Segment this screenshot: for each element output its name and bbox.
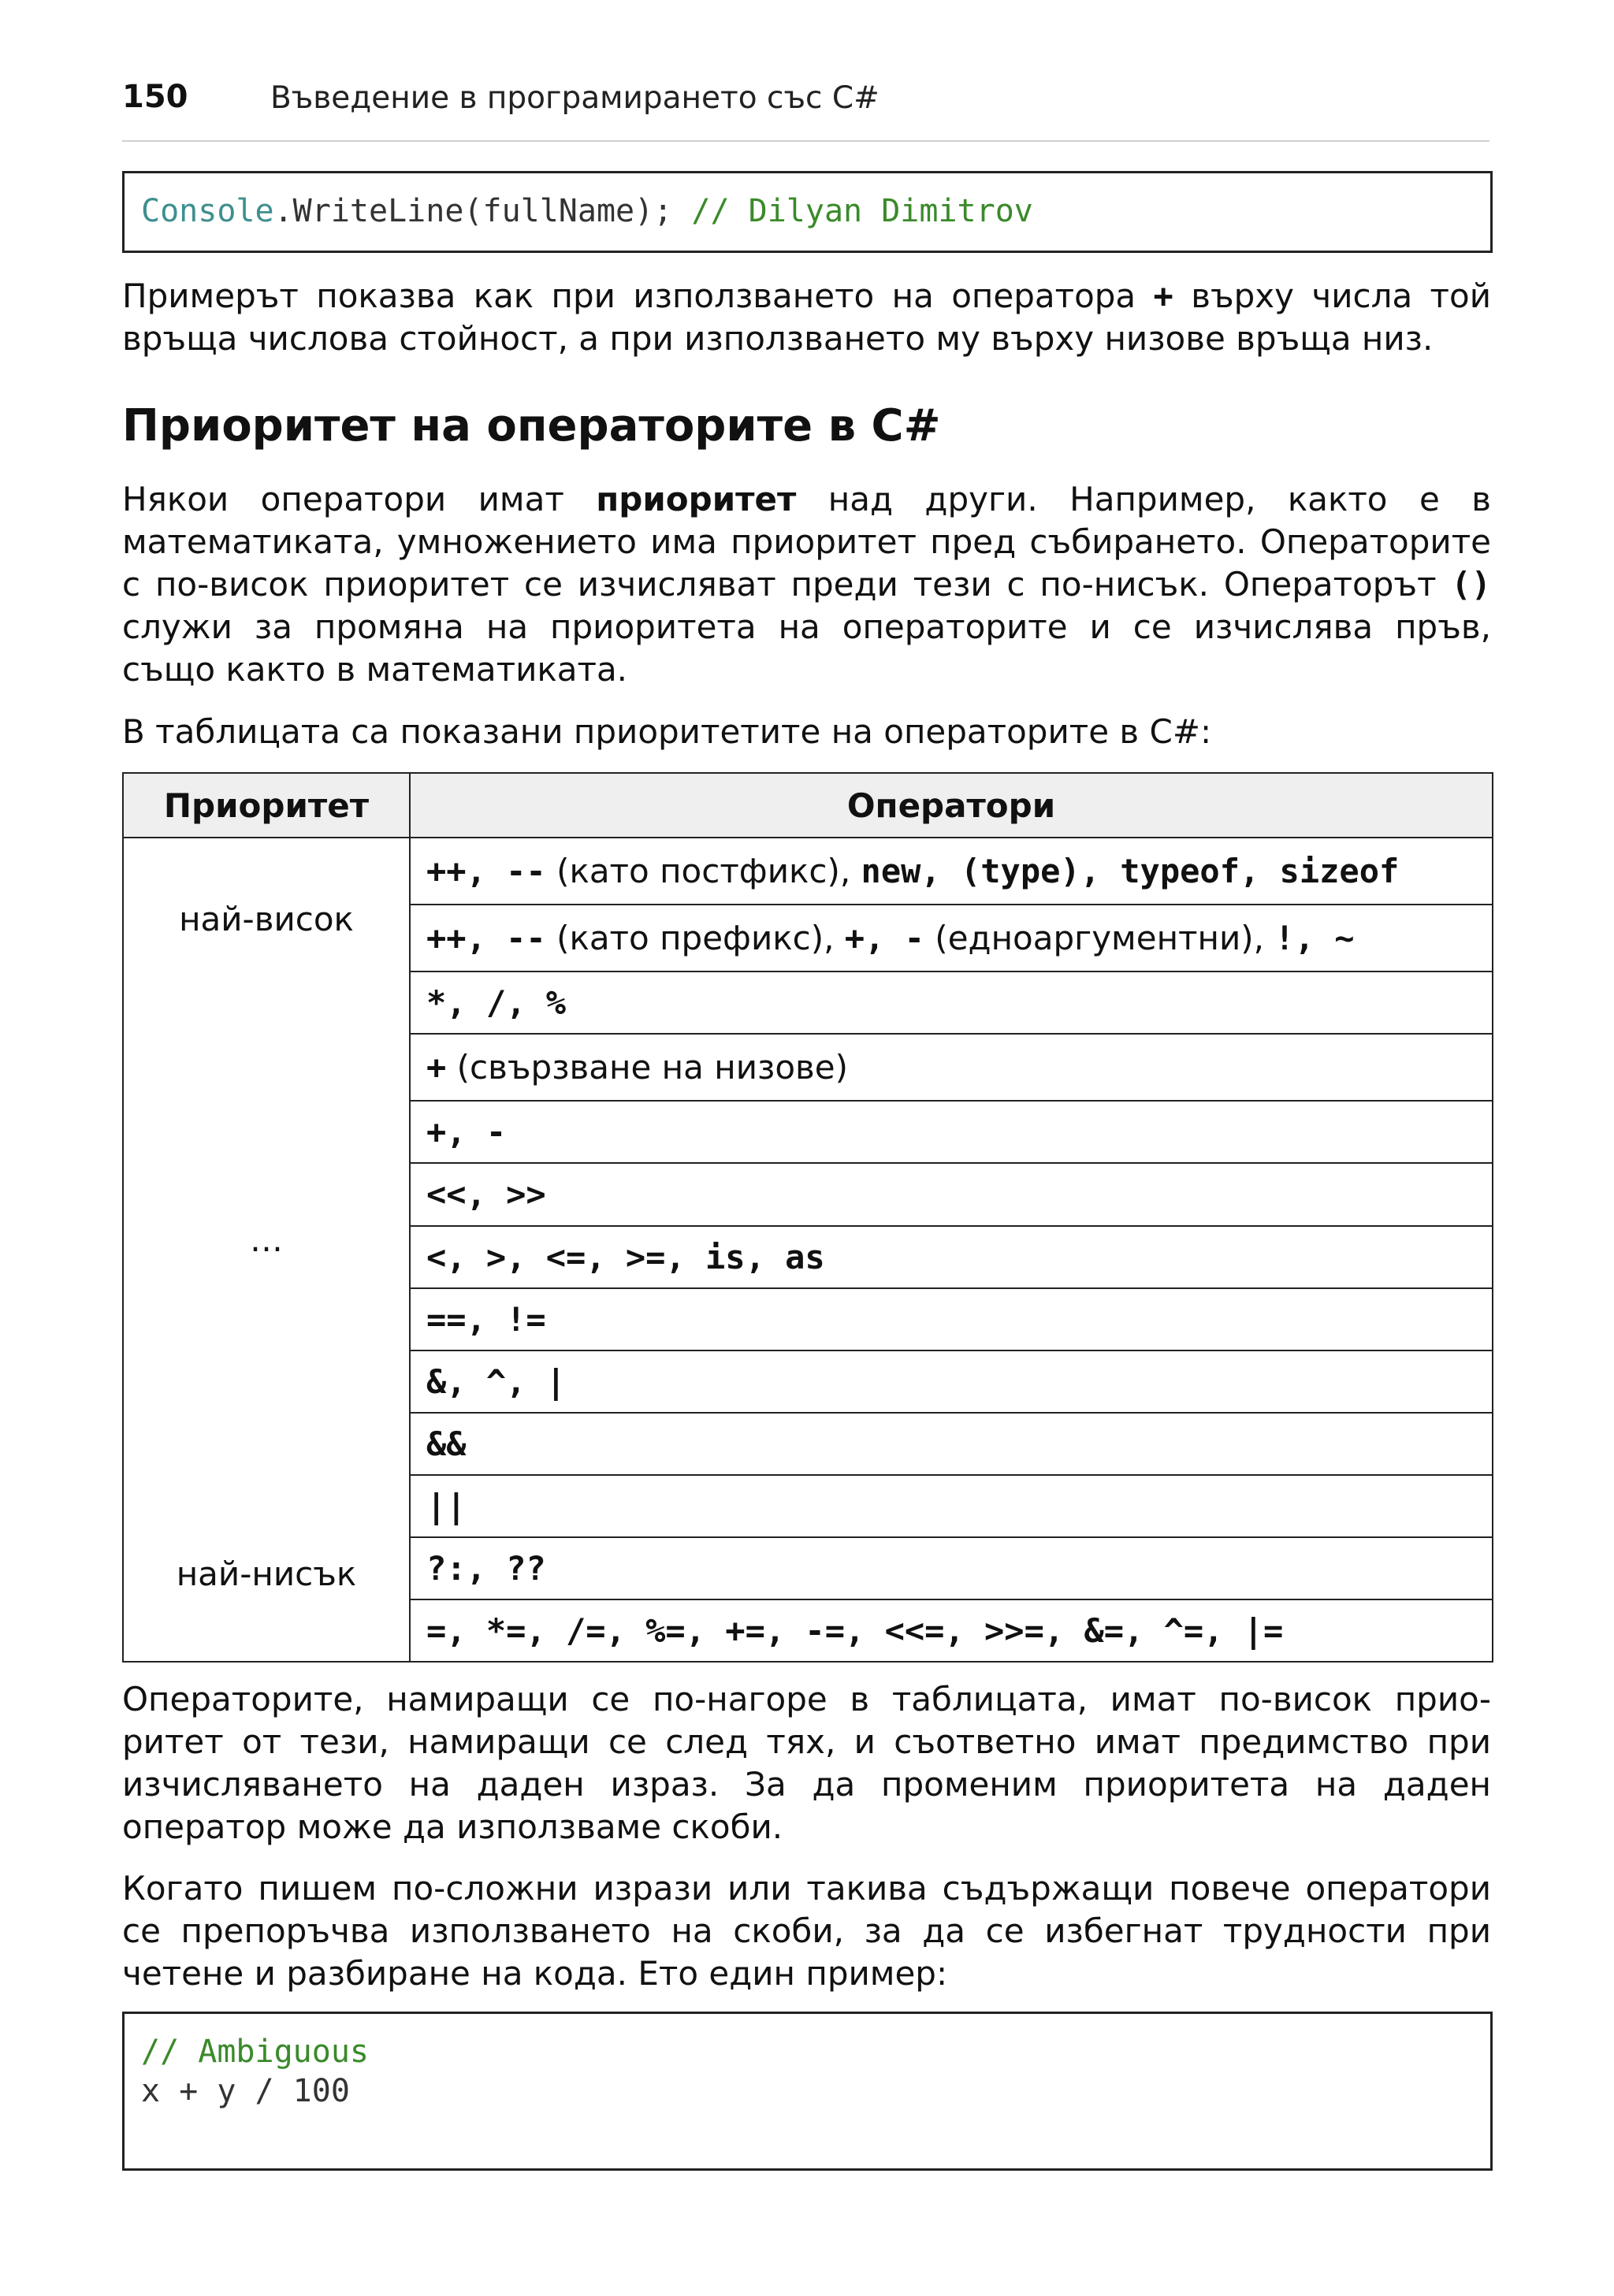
operators-cell: *, /, % — [410, 972, 1493, 1034]
text-line: се препоръчва използването на скоби, за да се избегнат трудности при — [122, 1911, 1491, 1950]
code-line — [141, 191, 1490, 231]
column-header-operators: Оператори — [410, 773, 1493, 838]
column-header-priority: Приоритет — [123, 773, 410, 838]
table-row — [123, 838, 1493, 905]
text-line: връща числова стойност, а при използването му върху низове връща низ. — [122, 319, 1434, 358]
table-header-row — [123, 773, 1493, 838]
text-line: служи за промяна на приоритета на операторите и се изчислява пръв, — [122, 607, 1491, 646]
text-line: Някои оператори имат приоритет над други. Например, както е в — [122, 480, 1491, 518]
paragraph-table-intro — [122, 711, 1491, 753]
text-line: също както в математиката. — [122, 650, 628, 689]
paragraph-example-note — [122, 275, 1491, 360]
text-line: В таблицата са показани приоритетите на операторите в C#: — [122, 712, 1212, 751]
operators-cell: &, ^, | — [410, 1350, 1493, 1413]
code-call: .WriteLine(fullName); — [273, 193, 692, 229]
code-block-console — [122, 171, 1493, 253]
operators-cell: || — [410, 1475, 1493, 1537]
code-block-ambiguous — [122, 2012, 1493, 2171]
text-line: ритет от тези, намиращи се след тях, и съответно имат предимство при — [122, 1722, 1491, 1761]
operators-cell: ==, != — [410, 1288, 1493, 1350]
operators-cell: ++, -- (като префикс), +, - (едноаргументни), !, ~ — [410, 905, 1493, 972]
paragraph-precedence-explanation — [122, 1678, 1491, 1848]
text-line: Когато пишем по-сложни изрази или такива съдържащи повече оператори — [122, 1869, 1491, 1908]
operators-cell: + (свързване на низове) — [410, 1034, 1493, 1101]
paragraph-priority-intro — [122, 478, 1491, 691]
text-line: Операторите, намиращи се по-нагоре в таблицата, имат по-висок прио- — [122, 1680, 1491, 1718]
section-title: Приоритет на операторите в C# — [122, 400, 941, 451]
operators-cell: ++, -- (като постфикс), new, (type), typeof, sizeof — [410, 838, 1493, 905]
code-comment: // Ambiguous — [141, 2034, 369, 2070]
text-line: четене и разбиране на кода. Ето един пример: — [122, 1954, 948, 1993]
text-line: математиката, умножението има приоритет пред събирането. Операторите — [122, 522, 1491, 561]
operators-cell: <<, >> — [410, 1163, 1493, 1225]
priority-column — [123, 838, 410, 1662]
operators-cell: <, >, <=, >=, is, as — [410, 1226, 1493, 1288]
priority-highest: най-висок — [179, 900, 354, 938]
text-line: Примерът показва как при използването на оператора + върху числа той — [122, 277, 1492, 315]
operators-cell: =, *=, /=, %=, +=, -=, <<=, >>=, &=, ^=, |= — [410, 1599, 1493, 1662]
paragraph-parentheses-advice — [122, 1867, 1491, 1995]
code-comment: // Dilyan Dimitrov — [691, 193, 1033, 229]
priority-ellipsis: … — [250, 1220, 283, 1259]
bold-term: приоритет — [596, 480, 797, 518]
operators-cell: +, - — [410, 1101, 1493, 1163]
text-line: изчисляването на даден израз. За да променим приоритета на даден — [122, 1765, 1491, 1804]
parens-operator: () — [1451, 565, 1491, 604]
running-title: Въведение в програмирането със C# — [270, 80, 880, 116]
operators-cell: ?:, ?? — [410, 1537, 1493, 1599]
code-expression: x + y / 100 — [141, 2073, 350, 2109]
text-line: оператор може да използваме скоби. — [122, 1807, 783, 1846]
operators-cell: && — [410, 1413, 1493, 1475]
text-line: с по-висок приоритет се изчисляват преди тези с по-нисък. Операторът () — [122, 565, 1491, 604]
page-number: 150 — [122, 79, 188, 115]
code-type-token: Console — [141, 193, 274, 229]
priority-lowest: най-нисък — [176, 1555, 357, 1593]
plus-operator: + — [1153, 277, 1173, 315]
operator-precedence-table — [122, 772, 1493, 1663]
page-header — [122, 79, 1489, 142]
